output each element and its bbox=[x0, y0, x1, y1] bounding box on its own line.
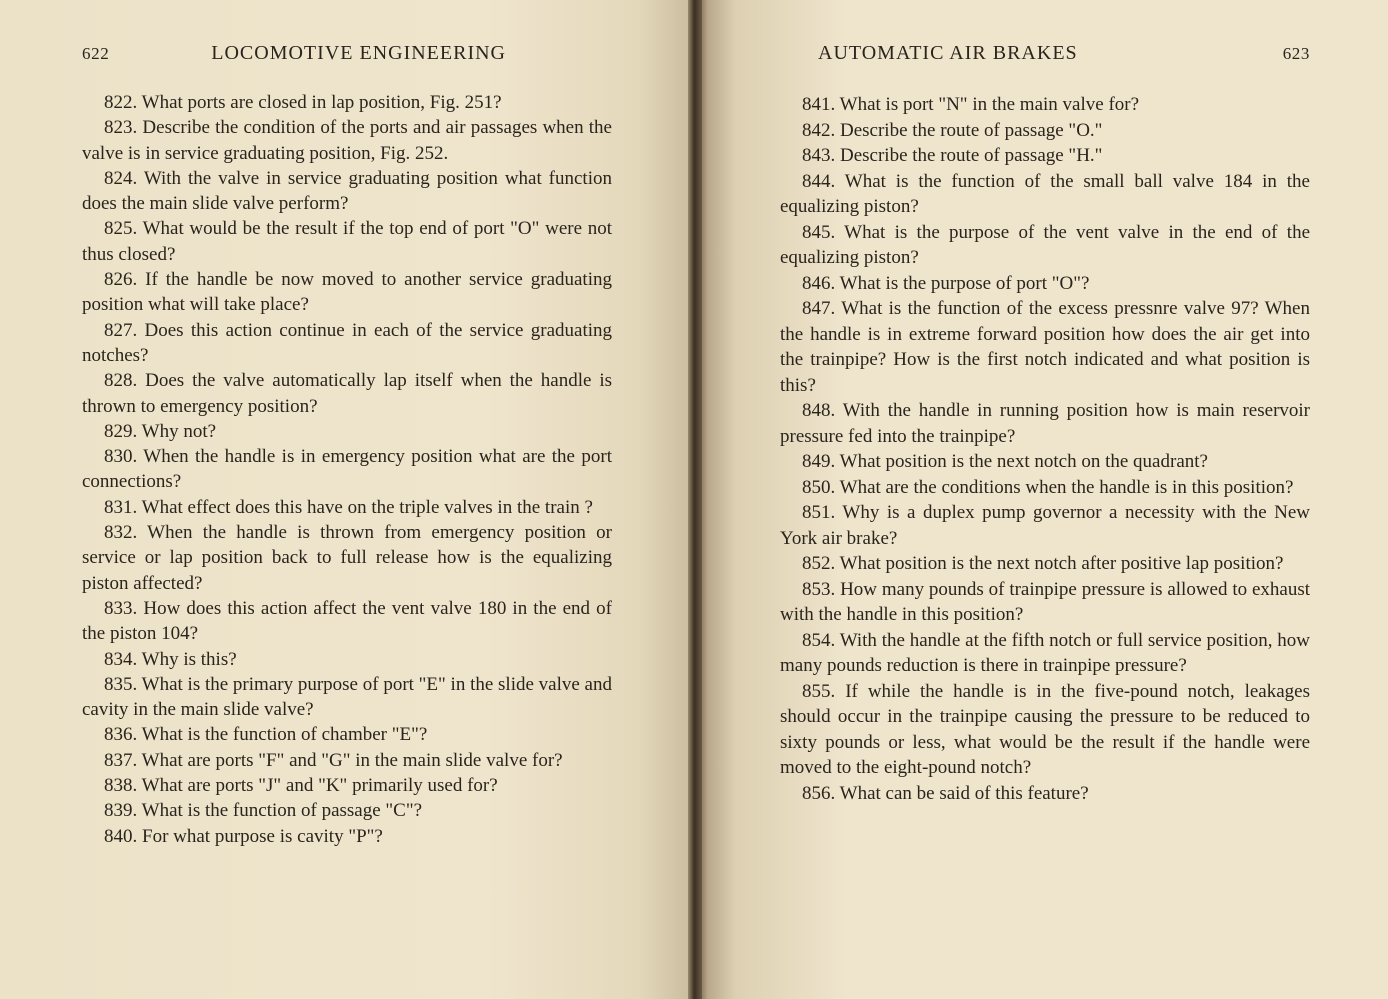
question-833: 833. How does this action affect the vent valve 180 in the end of the piston 104? bbox=[82, 597, 612, 645]
question-835: 835. What is the primary purpose of port "E" in the slide valve and cavity in the main slide valve? bbox=[82, 673, 612, 721]
book-spine bbox=[688, 0, 702, 999]
question-852: 852. What position is the next notch after positive lap position? bbox=[802, 553, 1284, 574]
question-847: 847. What is the function of the excess pressnre valve 97? When the handle is in extreme forward position how does the air get into the trainpipe? How is the first notch indicated and what position is this? bbox=[780, 298, 1310, 396]
question-828: 828. Does the valve automatically lap itself when the handle is thrown to emergency position? bbox=[82, 370, 612, 417]
question-830: 830. When the handle is in emergency position what are the port connections? bbox=[82, 446, 612, 493]
left-running-title: LOCOMOTIVE ENGINEERING bbox=[211, 42, 506, 64]
question-834: 834. Why is this? bbox=[104, 648, 237, 670]
right-page-header bbox=[780, 42, 1310, 68]
left-question-list bbox=[82, 90, 612, 849]
question-832: 832. When the handle is thrown from emergency position or service or lap position back to full release how is the equalizing piston affected? bbox=[82, 522, 612, 594]
question-823: 823. Describe the condition of the ports and air passages when the valve is in service graduating position, Fig. 252. bbox=[82, 117, 612, 164]
question-843: 843. Describe the route of passage "H." bbox=[802, 145, 1103, 166]
question-840: 840. For what purpose is cavity "P"? bbox=[104, 825, 383, 847]
left-page-number: 622 bbox=[82, 44, 110, 63]
question-853: 853. How many pounds of trainpipe pressure is allowed to exhaust with the handle in this position? bbox=[780, 578, 1310, 625]
right-running-title: AUTOMATIC AIR BRAKES bbox=[818, 42, 1078, 64]
question-838: 838. What are ports "J" and "K" primarily used for? bbox=[104, 775, 498, 797]
question-850: 850. What are the conditions when the handle is in this position? bbox=[802, 476, 1294, 498]
question-825: 825. What would be the result if the top end of port "O" were not thus closed? bbox=[82, 218, 612, 265]
right-page bbox=[694, 0, 1388, 999]
question-854: 854. With the handle at the fifth notch or full service position, how many pounds reduction is there in trainpipe pressure? bbox=[780, 629, 1310, 676]
question-856: 856. What can be said of this feature? bbox=[802, 782, 1089, 804]
question-844: 844. What is the function of the small ball valve 184 in the equalizing piston? bbox=[780, 170, 1310, 217]
right-question-list bbox=[780, 92, 1310, 806]
question-851: 851. Why is a duplex pump governor a necessity with the New York air brake? bbox=[780, 502, 1310, 549]
question-831: 831. What effect does this have on the triple valves in the train ? bbox=[104, 496, 593, 518]
question-841: 841. What is port "N" in the main valve for? bbox=[802, 94, 1140, 115]
question-837: 837. What are ports "F" and "G" in the main slide valve for? bbox=[104, 749, 563, 771]
question-824: 824. With the valve in service graduating position what function does the main slide valve perform? bbox=[82, 167, 612, 215]
question-846: 846. What is the purpose of port "O"? bbox=[802, 272, 1090, 294]
left-page-header bbox=[82, 42, 612, 68]
question-842: 842. Describe the route of passage "O." bbox=[802, 119, 1103, 141]
question-855: 855. If while the handle is in the five-pound notch, leakages should occur in the trainpipe causing the pressure to be reduced to sixty pounds or less, what would be the result if the handle were moved to the eight-pound notch? bbox=[780, 680, 1310, 778]
question-827: 827. Does this action continue in each of the service graduating notches? bbox=[82, 319, 612, 366]
right-page-number: 623 bbox=[1282, 44, 1310, 63]
question-848: 848. With the handle in running position how is main reservoir pressure fed into the trainpipe? bbox=[780, 400, 1310, 447]
question-822: 822. What ports are closed in lap position, Fig. 251? bbox=[104, 92, 502, 113]
question-845: 845. What is the purpose of the vent valve in the end of the equalizing piston? bbox=[780, 221, 1310, 268]
question-836: 836. What is the function of chamber "E"? bbox=[104, 724, 428, 746]
question-829: 829. Why not? bbox=[104, 420, 217, 442]
question-839: 839. What is the function of passage "C"? bbox=[104, 800, 423, 822]
question-849: 849. What position is the next notch on the quadrant? bbox=[802, 451, 1208, 472]
question-826: 826. If the handle be now moved to another service graduating position what will take place? bbox=[82, 269, 612, 316]
